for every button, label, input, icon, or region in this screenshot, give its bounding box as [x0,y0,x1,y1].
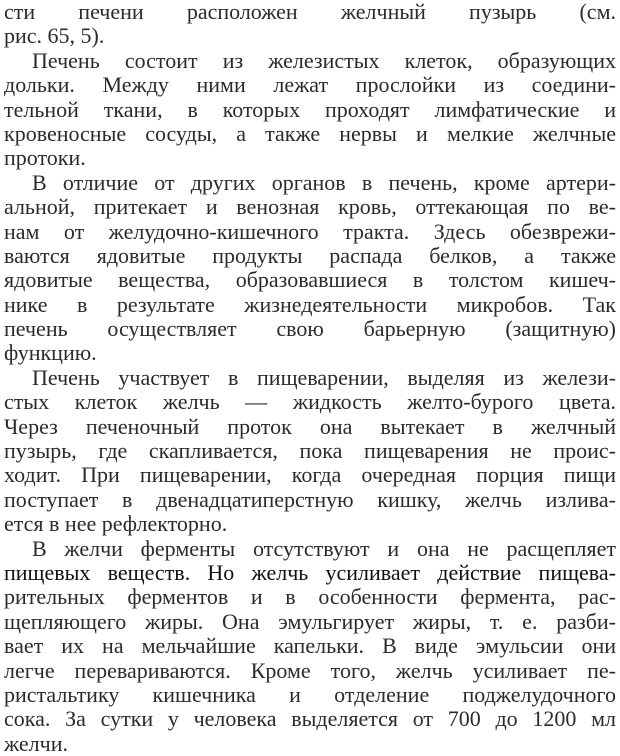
text-line: ядовитые вещества, образовавшиеся в толстом кишеч- [4,267,616,293]
text-line: В желчи ферменты отсутствуют и она не расщепляет [32,535,616,561]
text-line: нам от желудочно-кишечного тракта. Здесь обезврежи- [4,218,616,244]
text-line: сока. За сутки у человека выделяется от 700 до 1200 мл [4,706,616,732]
text-line: функцию. [4,340,97,366]
text-line: сти печени расположен желчный пузырь (см. [4,0,616,24]
paragraph-liver-barrier-function [4,171,616,366]
text-line: печень осуществляет свою барьерную (защитную) [4,316,616,342]
text-line: рис. 65, 5). [4,23,105,49]
text-line: кровеносные сосуды, а также нервы и мелкие желчные [4,120,616,146]
text-line: ходит. При пищеварении, когда очередная порция пищи [4,462,616,488]
document-page [4,0,616,756]
text-line: нике в результате жизнедеятельности микробов. Так [4,291,616,317]
text-line: желчи. [4,730,68,756]
text-line: Печень состоит из железистых клеток, образующих [32,47,616,73]
text-line: ристальтику кишечника и отделение поджелудочного [4,681,616,707]
text-line: дольки. Между ними лежат прослойки из соедини- [4,72,616,98]
text-line: щепляющего жиры. Она эмульгирует жиры, т. е. разби- [4,608,616,634]
text-line: пузырь, где скапливается, пока пищеварения не проис- [4,438,616,464]
text-line: стых клеток желчь — жидкость желто-бурого цвета. [4,389,616,415]
text-line: Печень участвует в пищеварении, выделяя из желези- [32,364,616,390]
text-line: ваются ядовитые продукты распада белков, а также [4,242,616,268]
paragraph-bile-production [4,366,616,537]
paragraph-liver-structure [4,49,616,171]
text-line: вает их на мельчайшие капельки. В виде эмульсии они [4,633,616,659]
text-line: альной, притекает и венозная кровь, оттекающая по ве- [4,194,616,220]
text-line: поступает в двенадцатиперстную кишку, желчь излива- [4,486,616,512]
text-line: легче перевариваются. Кроме того, желчь усиливает пе- [4,657,616,683]
text-line: В отличие от других органов в печень, кроме артери- [32,169,616,195]
text-line: тельной ткани, в которых проходят лимфатические и [4,96,616,122]
text-line: ется в нее рефлекторно. [4,511,228,537]
text-line: пищевых веществ. Но желчь усиливает действие пищева- [4,559,616,585]
text-line: протоки. [4,145,86,171]
text-line: рительных ферментов и в особенности фермента, рас- [4,584,616,610]
paragraph-gallbladder-location [4,0,616,49]
paragraph-bile-function [4,537,616,756]
text-line: Через печеночный проток она вытекает в желчный [4,413,616,439]
